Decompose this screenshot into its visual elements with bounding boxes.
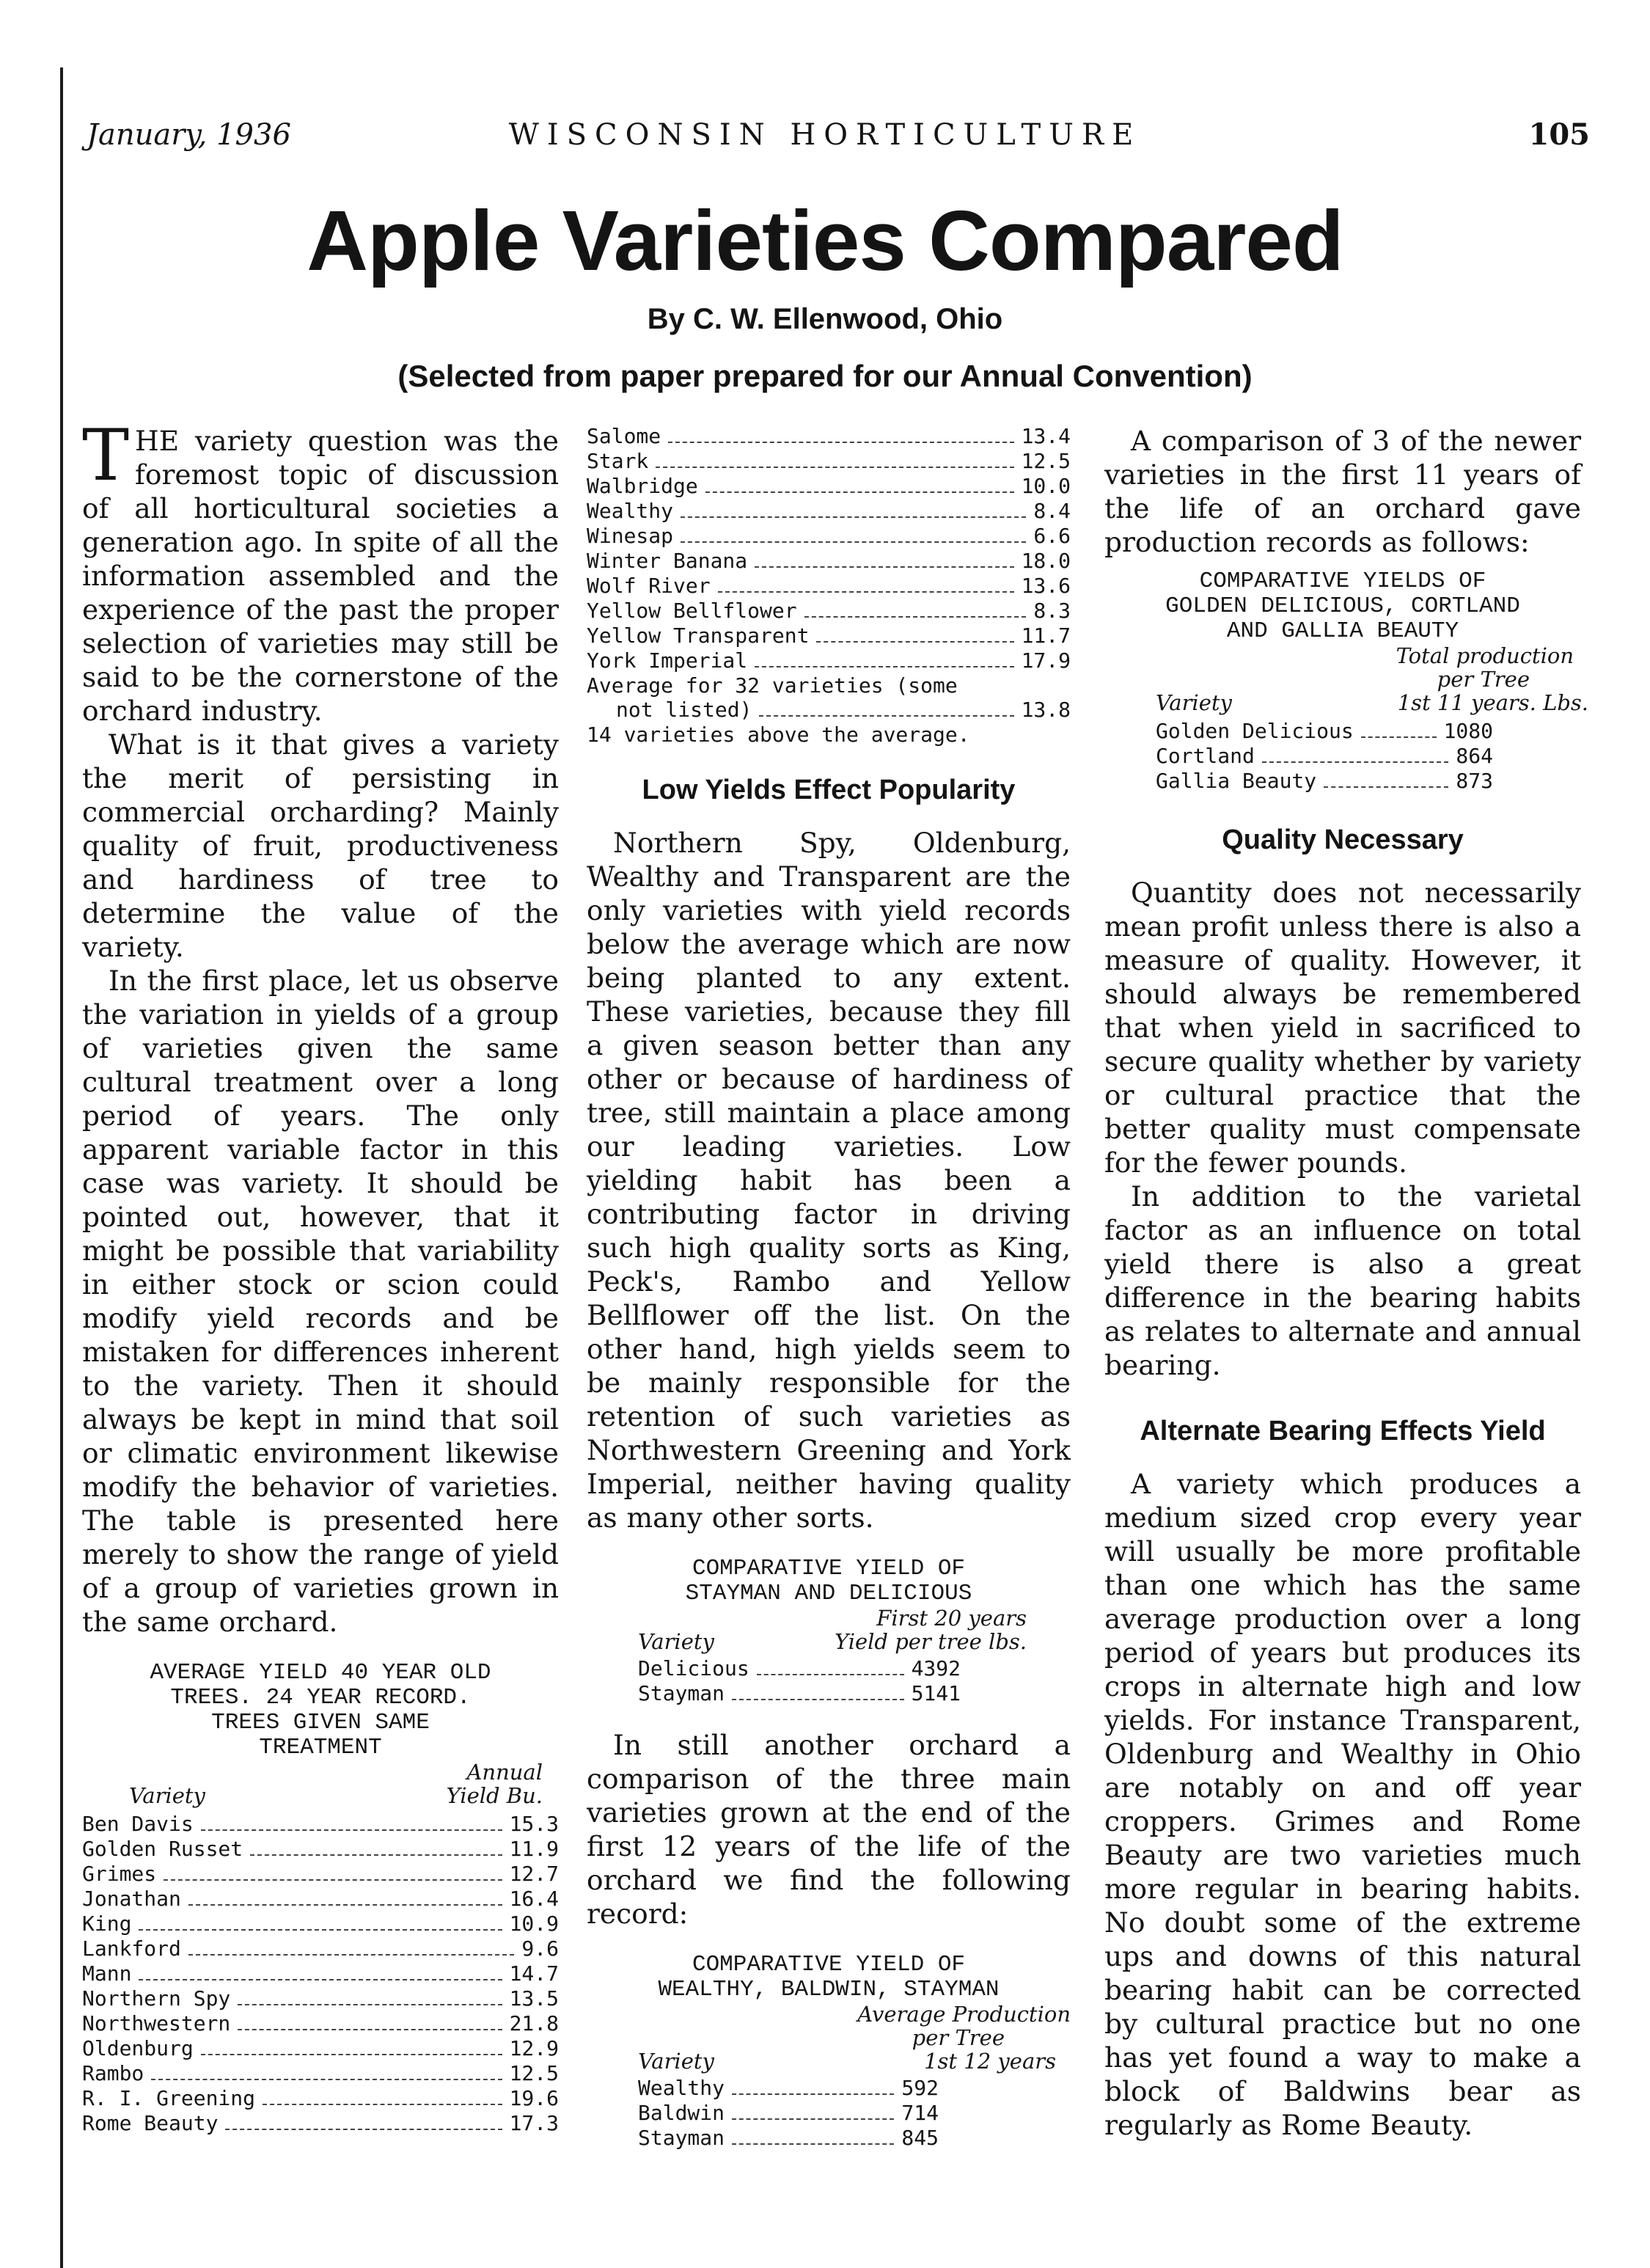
column-header-row <box>631 1630 1027 1653</box>
byline: By C. W. Ellenwood, Ohio <box>647 303 1003 335</box>
table-row <box>638 1681 961 1706</box>
yield-value: 18.0 <box>1021 549 1071 573</box>
variety-name: Stayman <box>638 2126 725 2150</box>
column-header-yield-2: per Tree <box>1437 667 1530 692</box>
yield-value: 13.4 <box>1021 424 1071 448</box>
column-header-row <box>631 1606 1027 1630</box>
section-heading: Quality Necessary <box>1222 824 1464 855</box>
variety-name: Baldwin <box>638 2101 725 2125</box>
variety-name: R. I. Greening <box>82 2086 256 2110</box>
variety-name: Salome <box>587 424 661 448</box>
leader-dots <box>201 2054 502 2055</box>
column-header-variety: Variety <box>638 2049 714 2074</box>
variety-name: Yellow Transparent <box>587 623 810 648</box>
paragraph-2: What is it that gives a variety the merit of persisting in commercial orcharding? Mainly quality of fruit, productiveness and hardiness of tree to determine the value of the variety. <box>82 728 559 963</box>
section-heading: Low Yields Effect Popularity <box>642 775 1016 805</box>
table-row <box>1156 719 1493 744</box>
variety-name: Rome Beauty <box>82 2111 219 2135</box>
column-header-row <box>1090 691 1596 714</box>
table-average-row <box>587 698 1071 723</box>
table-body <box>82 1812 559 2136</box>
leader-dots <box>681 516 1026 518</box>
table-row <box>82 1961 559 1986</box>
yield-value: 15.3 <box>509 1812 559 1836</box>
yield-value: 12.9 <box>509 2036 559 2060</box>
leader-dots <box>804 616 1027 618</box>
table-row <box>587 499 1071 524</box>
table-row <box>587 623 1071 648</box>
drop-cap: T <box>82 414 130 497</box>
leader-dots <box>759 715 1013 717</box>
table-row <box>587 474 1071 499</box>
table-row <box>1156 744 1493 769</box>
variety-name: Walbridge <box>587 474 698 498</box>
yield-value: 19.6 <box>509 2086 559 2110</box>
variety-name: Wealthy <box>638 2076 725 2100</box>
header-publication: WISCONSIN HORTICULTURE <box>508 118 1142 152</box>
column-header-variety: Variety <box>1156 690 1232 715</box>
table-title-line: AND GALLIA BEAUTY <box>1226 618 1459 644</box>
column-header-yield-1: Total production <box>1396 643 1574 668</box>
leader-dots <box>201 1829 502 1831</box>
header-date: January, 1936 <box>87 118 291 152</box>
table-title-line: WEALTHY, BALDWIN, STAYMAN <box>658 1977 1000 2002</box>
variety-name: Jonathan <box>82 1887 181 1911</box>
yield-value: 12.7 <box>509 1862 559 1886</box>
table-row <box>82 1936 559 1961</box>
variety-name: Rambo <box>82 2061 144 2085</box>
table-row <box>82 2036 559 2061</box>
table-body-continued <box>587 424 1071 673</box>
table-row <box>587 648 1071 673</box>
leader-dots <box>1324 786 1448 788</box>
leader-dots <box>732 2118 894 2120</box>
leader-dots <box>718 591 1014 593</box>
leader-dots <box>238 2004 502 2005</box>
table-row <box>638 2126 939 2151</box>
leader-dots <box>238 2029 502 2030</box>
leader-dots <box>705 491 1014 493</box>
variety-name: Mann <box>82 1961 132 1986</box>
paragraph: In addition to the varietal factor as an influence on total yield there is also a great difference in the bearing habits as relates to alternate and annual bearing. <box>1104 1180 1581 1381</box>
leader-dots <box>732 1699 904 1700</box>
variety-name: Northern Spy <box>82 1986 231 2011</box>
table-title-line: AVERAGE YIELD 40 YEAR OLD <box>150 1660 491 1686</box>
variety-name: Stayman <box>638 1681 725 1705</box>
table-row <box>638 1656 961 1681</box>
leader-dots <box>732 2093 894 2095</box>
column-header-yield-1: Average Production <box>857 2002 1071 2027</box>
variety-name: Yellow Bellflower <box>587 599 797 623</box>
page-number: 105 <box>1528 117 1590 152</box>
article-note: (Selected from paper prepared for our Annual Convention) <box>397 359 1253 393</box>
leader-dots <box>151 2079 502 2080</box>
table-row <box>82 2111 559 2136</box>
table-stayman-delicious <box>631 1556 1027 1706</box>
column-header-row <box>587 2049 1071 2073</box>
variety-name: Northwestern <box>82 2011 231 2035</box>
leader-dots <box>732 2143 894 2145</box>
table-row <box>587 599 1071 623</box>
leader-dots <box>755 666 1013 667</box>
variety-name: Golden Delicious <box>1156 719 1354 743</box>
column-1 <box>82 414 559 2136</box>
column-3 <box>1104 424 1588 2142</box>
table-title-line: TREES GIVEN SAME <box>211 1710 430 1735</box>
table-title-line: COMPARATIVE YIELD OF <box>692 1556 966 1581</box>
yield-value: 11.9 <box>509 1837 559 1861</box>
variety-name: Wealthy <box>587 499 674 523</box>
table-row <box>587 449 1071 474</box>
leader-dots <box>816 641 1013 643</box>
yield-value: 12.5 <box>509 2061 559 2085</box>
table-row <box>638 2101 939 2126</box>
variety-name: Grimes <box>82 1862 157 1886</box>
table-golden-cortland-gallia <box>1090 569 1596 794</box>
leader-dots <box>757 1674 904 1675</box>
table-row <box>82 1862 559 1887</box>
leader-dots <box>681 541 1026 543</box>
table-body <box>1156 719 1493 794</box>
yield-value: 6.6 <box>1033 524 1071 548</box>
leader-dots <box>668 442 1013 443</box>
variety-name: Winesap <box>587 524 674 548</box>
yield-value: 17.3 <box>509 2111 559 2135</box>
table-title-line: COMPARATIVE YIELD OF <box>692 1952 966 1978</box>
paragraph-1 <box>82 414 559 728</box>
variety-name: Gallia Beauty <box>1156 769 1317 793</box>
yield-value: 5141 <box>911 1681 961 1705</box>
paragraph: A comparison of 3 of the newer varieties in the first 11 years of the life of an orchard gave production records as follows: <box>1104 425 1581 558</box>
variety-name: King <box>82 1912 132 1936</box>
paragraph: A variety which produces a medium sized crop every year will usually be more profitable than one which has the same average production over a long period of years but produces its crops in alternate high and low yields. For instance Transparent, Oldenburg and Wealthy in Ohio are notably on and off year croppers. Grimes and Rome Beauty are two varieties much more regular in bearing habits. No doubt some of the extreme ups and downs of this natural bearing habit can be corrected by cultural practice but no one has yet found a way to make a block of Baldwins bear as regularly as Rome Beauty. <box>1104 1468 1581 2141</box>
column-2 <box>587 424 1071 2151</box>
column-header-yield-2: per Tree <box>912 2025 1005 2050</box>
paragraph: In still another orchard a comparison of the three main varieties grown at the end of the first 12 years of the life of the orchard we find the following record: <box>587 1729 1071 1930</box>
yield-value: 12.5 <box>1021 449 1071 473</box>
leader-dots <box>656 467 1013 468</box>
variety-name: Stark <box>587 449 649 473</box>
average-value: 13.8 <box>1021 698 1071 722</box>
leader-dots <box>1262 761 1449 763</box>
average-label-2: not listed) <box>616 698 752 722</box>
leader-dots <box>250 1854 502 1856</box>
table-row <box>82 1912 559 1936</box>
table-row <box>82 1812 559 1837</box>
variety-name: York Imperial <box>587 648 748 673</box>
yield-value: 11.7 <box>1021 623 1071 648</box>
table-row <box>82 2061 559 2086</box>
table-average-row <box>587 673 1071 698</box>
table-row <box>587 574 1071 599</box>
table-average-yield <box>82 1661 559 2136</box>
variety-name: Oldenburg <box>82 2036 194 2060</box>
variety-name: Lankford <box>82 1936 181 1961</box>
column-header-row <box>1090 667 1596 691</box>
table-wealthy-baldwin-stayman <box>587 1953 1071 2151</box>
yield-value: 1080 <box>1443 719 1493 743</box>
table-footnote: 14 varieties above the average. <box>587 723 970 747</box>
yield-value: 17.9 <box>1021 648 1071 673</box>
margin-rule <box>60 67 63 2268</box>
table-row <box>82 1986 559 2011</box>
yield-value: 10.0 <box>1021 474 1071 498</box>
yield-value: 592 <box>901 2076 939 2100</box>
yield-value: 8.4 <box>1033 499 1071 523</box>
table-row <box>82 1887 559 1912</box>
leader-dots <box>1361 736 1437 738</box>
column-header-row <box>1090 644 1596 667</box>
yield-value: 4392 <box>911 1656 961 1680</box>
table-row <box>587 424 1071 449</box>
yield-value: 13.5 <box>509 1986 559 2011</box>
article-title: Apple Varieties Compared <box>307 193 1343 288</box>
variety-name: Winter Banana <box>587 549 748 573</box>
column-header-row <box>82 1784 559 1807</box>
paragraph-1-text: HE variety question was the foremost topic of discussion of all horticultural societies a generation ago. In spite of all the information assembled and the experience of the past the proper selection of varieties may still be said to be the cornerstone of the orchard industry. <box>82 425 559 727</box>
yield-value: 845 <box>901 2126 939 2150</box>
yield-value: 10.9 <box>509 1912 559 1936</box>
leader-dots <box>164 1879 502 1881</box>
table-title-line: TREATMENT <box>259 1735 382 1760</box>
paragraph: Northern Spy, Oldenburg, Wealthy and Transparent are the only varieties with yield records below the average which are now being planted to any extent. These varieties, because they fill a given season better than any other or because of hardiness of tree, still maintain a place among our leading varieties. Low yielding habit has been a contributing factor in driving such high quality sorts as King, Peck's, Rambo and Yellow Bellflower off the list. On the other hand, high yields seem to be mainly responsible for the retention of such varieties as Northwestern Greening and York Imperial, neither having quality as many other sorts. <box>587 827 1071 1534</box>
leader-dots <box>225 2129 502 2130</box>
table-row <box>1156 769 1493 794</box>
column-header-row <box>587 2026 1071 2049</box>
average-label: Average for 32 varieties (some <box>587 673 958 698</box>
leader-dots <box>263 2104 502 2105</box>
table-body <box>638 1656 961 1706</box>
variety-name: Ben Davis <box>82 1812 194 1836</box>
table-title-line: STAYMAN AND DELICIOUS <box>685 1581 972 1606</box>
leader-dots <box>139 1929 502 1931</box>
leader-dots <box>188 1954 515 1956</box>
table-row <box>82 1837 559 1862</box>
table-row <box>82 2086 559 2111</box>
table-row <box>587 549 1071 574</box>
column-header-yield-1: First 20 years <box>876 1606 1027 1631</box>
yield-value: 714 <box>901 2101 939 2125</box>
column-header-row <box>82 1760 559 1784</box>
table-title-line: GOLDEN DELICIOUS, CORTLAND <box>1165 593 1520 619</box>
column-header-yield-2: Yield Bu. <box>446 1783 543 1808</box>
variety-name: Golden Russet <box>82 1837 243 1861</box>
yield-value: 16.4 <box>509 1887 559 1911</box>
table-row <box>587 524 1071 549</box>
leader-dots <box>139 1979 502 1980</box>
yield-value: 21.8 <box>509 2011 559 2035</box>
paragraph-3: In the first place, let us observe the variation in yields of a group of varieties given the same cultural treatment over a long period of years. The only apparent variable factor in this case was variety. It should be pointed out, however, that it might be possible that variability in either stock or scion could modify yield records and be mistaken for differences inherent to the variety. Then it should always be kept in mind that soil or climatic environment likewise modify the behavior of varieties. The table is presented here merely to show the range of yield of a group of varieties grown in the same orchard. <box>82 965 559 1638</box>
variety-name: Delicious <box>638 1656 749 1680</box>
variety-name: Cortland <box>1156 744 1255 768</box>
section-heading: Alternate Bearing Effects Yield <box>1140 1416 1546 1446</box>
column-header-row <box>587 2002 1071 2026</box>
column-header-yield-2: Yield per tree lbs. <box>835 1629 1027 1654</box>
column-header-variety: Variety <box>129 1783 205 1808</box>
table-row <box>82 2011 559 2036</box>
yield-value: 864 <box>1456 744 1493 768</box>
column-header-yield-1: Annual <box>466 1760 543 1785</box>
column-header-yield-3: 1st 12 years <box>924 2049 1056 2074</box>
yield-value: 14.7 <box>509 1961 559 1986</box>
table-row <box>638 2076 939 2101</box>
paragraph: Quantity does not necessarily mean profit unless there is also a measure of quality. However, it should always be remembered that when yield in sacrificed to secure quality whether by variety or cultural practice that the better quality must compensate for the fewer pounds. <box>1104 877 1581 1179</box>
yield-value: 873 <box>1456 769 1493 793</box>
variety-name: Wolf River <box>587 574 711 598</box>
table-title-line: COMPARATIVE YIELDS OF <box>1199 568 1486 594</box>
leader-dots <box>188 1904 502 1906</box>
table-title-line: TREES. 24 YEAR RECORD. <box>170 1685 471 1711</box>
column-header-variety: Variety <box>638 1629 714 1654</box>
column-header-yield-3: 1st 11 years. Lbs. <box>1397 690 1588 715</box>
table-body <box>638 2076 939 2151</box>
leader-dots <box>755 566 1013 568</box>
yield-value: 13.6 <box>1021 574 1071 598</box>
yield-value: 8.3 <box>1033 599 1071 623</box>
yield-value: 9.6 <box>521 1936 559 1961</box>
